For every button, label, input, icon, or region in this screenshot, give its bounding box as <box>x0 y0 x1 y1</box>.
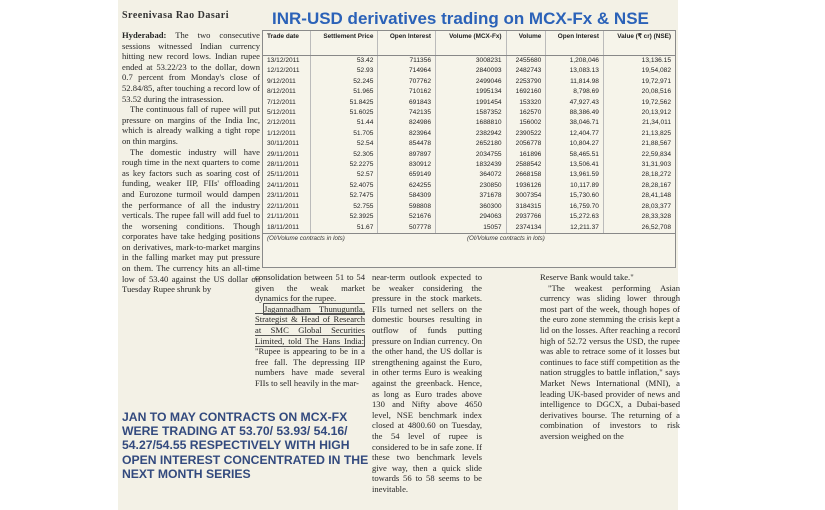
table-cell: 897897 <box>378 150 436 160</box>
paragraph-text: "Rupee is appearing to be in a free fall. The depressing IIP numbers have made several FIIs to sell heavily in the mar- <box>255 346 365 388</box>
table-cell: 52.54 <box>310 139 378 149</box>
table-cell: 29/11/2011 <box>267 150 300 158</box>
paragraph <box>122 30 260 104</box>
table-cell: 1/12/2011 <box>267 129 296 137</box>
table-cell: 58,465.51 <box>546 150 604 160</box>
table-cell: 584309 <box>378 191 436 201</box>
table-cell: 8/12/2011 <box>267 88 296 96</box>
table-cell: 1995134 <box>436 87 507 97</box>
table-cell: 22/11/2011 <box>267 202 300 210</box>
table-cell: 2482743 <box>506 66 546 76</box>
table-cell: 52.4075 <box>310 181 378 191</box>
table-cell: 2668158 <box>506 170 546 180</box>
table-cell: 15,272.63 <box>546 212 604 222</box>
table-cell: 23/11/2011 <box>267 192 300 200</box>
table-cell: 707762 <box>378 77 436 87</box>
table-cell: 1692160 <box>506 87 546 97</box>
table-cell: 7/12/2011 <box>267 98 296 106</box>
table-cell: 624255 <box>378 181 436 191</box>
table-cell: 13/12/2011 <box>267 57 300 64</box>
table-cell: 19,72,971 <box>603 77 675 87</box>
table-cell: 714964 <box>378 66 436 76</box>
table-cell: 598808 <box>378 202 436 212</box>
table-cell: 156002 <box>506 118 546 128</box>
table-cell: 1832439 <box>436 160 507 170</box>
table-cell: 360300 <box>436 202 507 212</box>
table-cell: 2588542 <box>506 160 546 170</box>
table-cell: 161896 <box>506 150 546 160</box>
table-row <box>263 129 675 139</box>
table-row <box>263 212 675 222</box>
table-cell: 13,506.41 <box>546 160 604 170</box>
table-cell: 26,52,708 <box>603 223 675 233</box>
table-cell: 11,814.98 <box>546 77 604 87</box>
table-row <box>263 87 675 97</box>
table-cell: 19,72,562 <box>603 98 675 108</box>
column-header: Open Interest <box>378 31 436 56</box>
table-cell: 1587352 <box>436 108 507 118</box>
table-cell: 53.42 <box>310 56 378 67</box>
table-cell: 1,208,046 <box>546 56 604 67</box>
table-cell: 51.6025 <box>310 108 378 118</box>
paragraph: near-term outlook expected to be weaker considering the pressure in the stock markets. FIIs turned net sellers on the domestic bourses resulting in outflow of funds putting pressure on Indian currency. On the other hand, the US dollar is strengthening against the Euro, in other terms Euro is weaking against the greenback. Hence, as long as Euro trades above 130 and Nifty above 4650 level, NSE benchmark index closed at 4800.60 on Tuesday, the 54 level of rupee is considered to be in safe zone. If these two benchmark levels give way, then a quick slide towards 56 to 58 seems to be inevitable. <box>372 272 482 494</box>
derivatives-table-box <box>262 30 676 268</box>
table-cell: 38,046.71 <box>546 118 604 128</box>
table-cell: 371678 <box>436 191 507 201</box>
table-cell: 507778 <box>378 223 436 233</box>
table-cell: 19,54,082 <box>603 66 675 76</box>
column-2 <box>255 272 365 389</box>
table-cell: 20,08,516 <box>603 87 675 97</box>
table-cell: 52.2275 <box>310 160 378 170</box>
table-cell: 2937766 <box>506 212 546 222</box>
table-cell: 13,083.13 <box>546 66 604 76</box>
table-cell: 28,41,148 <box>603 191 675 201</box>
column-header: Volume <box>506 31 546 56</box>
table-cell: 742135 <box>378 108 436 118</box>
table-cell: 854478 <box>378 139 436 149</box>
table-row <box>263 56 675 67</box>
column-header: Trade date <box>263 31 310 56</box>
table-cell: 691843 <box>378 98 436 108</box>
table-cell: 12,211.37 <box>546 223 604 233</box>
table-header-row <box>263 31 675 56</box>
table-cell: 21,13,825 <box>603 129 675 139</box>
table-cell: 15057 <box>436 223 507 233</box>
table-cell: 22,59,834 <box>603 150 675 160</box>
column-3 <box>372 272 482 494</box>
table-cell: 230850 <box>436 181 507 191</box>
table-cell: 3008231 <box>436 56 507 67</box>
byline: Sreenivasa Rao Dasari <box>122 10 229 21</box>
table-cell: 711356 <box>378 56 436 67</box>
table-cell: 1688810 <box>436 118 507 128</box>
table-cell: 28/11/2011 <box>267 161 300 169</box>
table-row <box>263 139 675 149</box>
table-cell: 30/11/2011 <box>267 140 300 148</box>
table-cell: 10,804.27 <box>546 139 604 149</box>
table-row <box>263 77 675 87</box>
derivatives-table <box>263 31 675 233</box>
table-cell: 2652180 <box>436 139 507 149</box>
table-cell: 47,927.43 <box>546 98 604 108</box>
table-cell: 51.8425 <box>310 98 378 108</box>
table-row <box>263 108 675 118</box>
table-cell: 710162 <box>378 87 436 97</box>
table-body <box>263 56 675 233</box>
table-row <box>263 66 675 76</box>
table-cell: 1991454 <box>436 98 507 108</box>
dateline: Hyderabad: <box>122 30 167 40</box>
table-cell: 12/12/2011 <box>267 67 300 75</box>
column-header: Volume (MCX-Fx) <box>436 31 507 56</box>
table-cell: 21,88,567 <box>603 139 675 149</box>
table-note <box>263 233 675 243</box>
table-cell: 12,404.77 <box>546 129 604 139</box>
column-4 <box>540 272 680 442</box>
table-row <box>263 202 675 212</box>
table-cell: 294063 <box>436 212 507 222</box>
table-cell: 13,136.15 <box>603 56 675 67</box>
table-row <box>263 98 675 108</box>
table-cell: 28,18,272 <box>603 170 675 180</box>
table-cell: 2382942 <box>436 129 507 139</box>
table-cell: 830912 <box>378 160 436 170</box>
table-cell: 3184315 <box>506 202 546 212</box>
table-cell: 21,34,011 <box>603 118 675 128</box>
table-row <box>263 160 675 170</box>
table-cell: 52.3925 <box>310 212 378 222</box>
table-row <box>263 191 675 201</box>
table-cell: 88,386.49 <box>546 108 604 118</box>
table-cell: 13,961.59 <box>546 170 604 180</box>
table-cell: 2056778 <box>506 139 546 149</box>
table-cell: 52.7475 <box>310 191 378 201</box>
table-cell: 10,117.89 <box>546 181 604 191</box>
table-cell: 52.57 <box>310 170 378 180</box>
table-cell: 52.305 <box>310 150 378 160</box>
paragraph: consolidation between 51 to 54 given the weak market dynamics for the rupee. <box>255 272 365 304</box>
table-cell: 521676 <box>378 212 436 222</box>
table-cell: 51.705 <box>310 129 378 139</box>
table-cell: 2/12/2011 <box>267 119 296 127</box>
table-cell: 28,33,328 <box>603 212 675 222</box>
table-cell: 823964 <box>378 129 436 139</box>
table-note-mcx: (OI/Volume contracts in lots) <box>267 234 345 242</box>
table-cell: 153320 <box>506 98 546 108</box>
paragraph: The continuous fall of rupee will put pressure on margins of the India Inc, which is already walking a tight rope on thin margins. <box>122 104 260 146</box>
table-cell: 9/12/2011 <box>267 77 296 85</box>
column-1 <box>122 30 260 295</box>
column-header: Open Interest <box>546 31 604 56</box>
table-cell: 162570 <box>506 108 546 118</box>
table-cell: 1936126 <box>506 181 546 191</box>
table-cell: 2390522 <box>506 129 546 139</box>
table-row <box>263 150 675 160</box>
table-cell: 15,730.60 <box>546 191 604 201</box>
table-cell: 2499046 <box>436 77 507 87</box>
column-header: Settlement Price <box>310 31 378 56</box>
table-cell: 8,798.69 <box>546 87 604 97</box>
table-cell: 52.93 <box>310 66 378 76</box>
column-header: Value (₹ cr) (NSE) <box>603 31 675 56</box>
table-cell: 364072 <box>436 170 507 180</box>
table-row <box>263 223 675 233</box>
table-cell: 31,31,903 <box>603 160 675 170</box>
table-cell: 18/11/2011 <box>267 223 300 231</box>
table-cell: 28,28,167 <box>603 181 675 191</box>
paragraph: "The weakest performing Asian currency was sliding lower through most part of the week, though hopes of the euro zone stemming the crisis kept a lid on the losses. After reaching a record high of 52.72 versus the USD, the rupee was able to retrace some of it losses but continues to face stiff competition as the nation struggles to battle inflation," says Market News International (MNI), a leading UK-based provider of news and intelligence to DGCX, a Dubai-based derivatives bourse. The returning of a combination of investors to risk aversion weighed on the <box>540 282 680 441</box>
paragraph <box>255 304 365 389</box>
table-cell: 51.67 <box>310 223 378 233</box>
table-cell: 51.44 <box>310 118 378 128</box>
table-cell: 24/11/2011 <box>267 181 300 189</box>
paragraph-text: The two consecutive sessions witnessed Indian currency hitting new record lows. Indian rupee ended at 53.22/23 to the dollar, down 0.7 percent from Monday's close of 52.84/85, after touching a record low of 53.52 during the intrasession. <box>122 30 260 104</box>
table-cell: 28,03,377 <box>603 202 675 212</box>
table-note-nse: (OI/Volume contracts in lots) <box>467 234 545 242</box>
headline: INR-USD derivatives trading on MCX-Fx & NSE <box>272 9 649 28</box>
table-cell: 52.245 <box>310 77 378 87</box>
table-cell: 21/11/2011 <box>267 213 300 221</box>
table-cell: 2034755 <box>436 150 507 160</box>
table-row <box>263 170 675 180</box>
table-cell: 3007354 <box>506 191 546 201</box>
table-cell: 20,13,912 <box>603 108 675 118</box>
table-cell: 824986 <box>378 118 436 128</box>
table-cell: 25/11/2011 <box>267 171 300 179</box>
table-row <box>263 118 675 128</box>
table-cell: 5/12/2011 <box>267 109 296 117</box>
table-cell: 51.965 <box>310 87 378 97</box>
table-cell: 2840093 <box>436 66 507 76</box>
table-cell: 2253790 <box>506 77 546 87</box>
table-cell: 659149 <box>378 170 436 180</box>
pull-quote: JAN TO MAY CONTRACTS ON MCX-FX WERE TRADING AT 53.70/ 53.93/ 54.16/ 54.27/54.55 RESPECTIVELY WITH HIGH OPEN INTEREST CONCENTRATED IN THE NEXT MONTH SERIES <box>122 410 369 481</box>
table-row <box>263 181 675 191</box>
table-cell: 2374134 <box>506 223 546 233</box>
boxed-quote-attribution: Jagannadham Thunuguntla, Strategist & Head of Research at SMC Global Securities Limited, told The Hans India: <box>255 303 365 346</box>
table-cell: 52.755 <box>310 202 378 212</box>
table-cell: 2455680 <box>506 56 546 67</box>
table-cell: 16,759.70 <box>546 202 604 212</box>
paragraph: Reserve Bank would take." <box>540 272 634 282</box>
paragraph: The domestic industry will have rough time in the next quarters to come as key factors such as soaring cost of funding, weaker IIP, FIIs' offloading and Eurozone turmoil would dampen the performance of all the industry verticals. The rupee fall will add fuel to the worsening conditions. Though corporates have take hedging positions on derivatives, mark-to-market margins in the falling market may put pressure on them. The currency hits an all-time low of 53.40 against the US dollar on Tuesday Rupee shrunk by <box>122 146 260 295</box>
